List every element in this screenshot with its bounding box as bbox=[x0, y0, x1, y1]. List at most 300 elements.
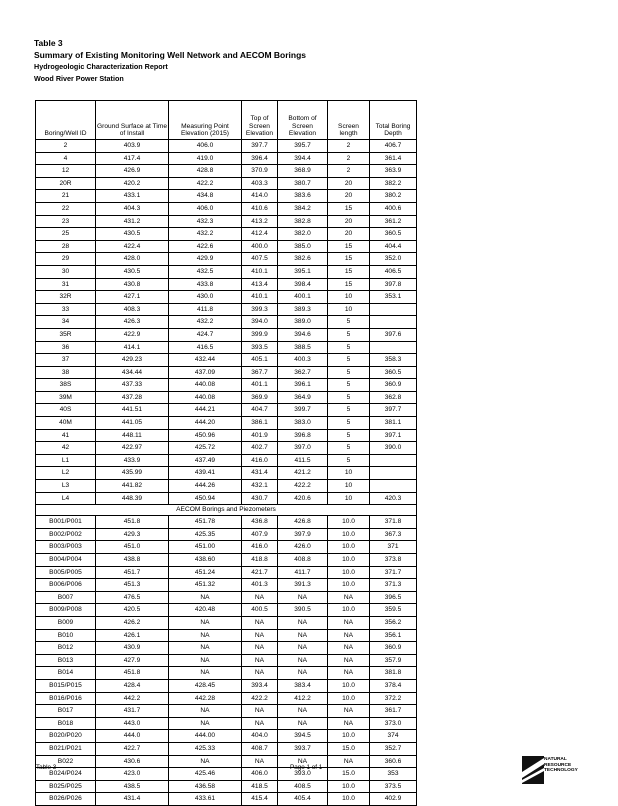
cell-boring-depth: 371.8 bbox=[370, 516, 417, 529]
cell-ground-surface: 404.3 bbox=[96, 202, 169, 215]
cell-top-screen: 418.8 bbox=[242, 554, 278, 567]
aecom-section-title: AECOM Borings and Piezometers bbox=[36, 505, 417, 516]
cell-measuring-point: 406.0 bbox=[169, 140, 242, 153]
cell-well-id: 36 bbox=[36, 341, 96, 354]
cell-screen-length: 10.0 bbox=[328, 780, 370, 793]
cell-top-screen: 405.1 bbox=[242, 354, 278, 367]
cell-measuring-point: 432.3 bbox=[169, 215, 242, 228]
cell-boring-depth: 361.4 bbox=[370, 152, 417, 165]
cell-measuring-point: NA bbox=[169, 705, 242, 718]
cell-bottom-screen: 393.0 bbox=[278, 768, 328, 781]
table-row bbox=[36, 328, 417, 341]
cell-measuring-point: 451.00 bbox=[169, 541, 242, 554]
cell-measuring-point: 416.5 bbox=[169, 341, 242, 354]
cell-boring-depth: 352.0 bbox=[370, 253, 417, 266]
cell-top-screen: NA bbox=[242, 667, 278, 680]
cell-measuring-point: 429.9 bbox=[169, 253, 242, 266]
cell-boring-depth: 372.2 bbox=[370, 692, 417, 705]
cell-top-screen: 410.1 bbox=[242, 291, 278, 304]
cell-boring-depth bbox=[370, 480, 417, 493]
cell-top-screen: 430.7 bbox=[242, 492, 278, 505]
cell-measuring-point: 436.58 bbox=[169, 780, 242, 793]
table-row bbox=[36, 480, 417, 493]
cell-ground-surface: 431.7 bbox=[96, 705, 169, 718]
table-row bbox=[36, 417, 417, 430]
cell-bottom-screen: 411.5 bbox=[278, 454, 328, 467]
cell-bottom-screen: 394.4 bbox=[278, 152, 328, 165]
cell-ground-surface: 422.97 bbox=[96, 442, 169, 455]
cell-measuring-point: 422.2 bbox=[169, 177, 242, 190]
cell-well-id: 28 bbox=[36, 240, 96, 253]
cell-top-screen: 400.0 bbox=[242, 240, 278, 253]
cell-bottom-screen: NA bbox=[278, 705, 328, 718]
cell-screen-length: 5 bbox=[328, 442, 370, 455]
cell-top-screen: 408.7 bbox=[242, 742, 278, 755]
cell-boring-depth: 371.3 bbox=[370, 579, 417, 592]
cell-bottom-screen: 395.7 bbox=[278, 140, 328, 153]
cell-measuring-point: 432.2 bbox=[169, 316, 242, 329]
cell-bottom-screen: 397.9 bbox=[278, 528, 328, 541]
cell-screen-length: 2 bbox=[328, 140, 370, 153]
cell-boring-depth: 373.8 bbox=[370, 554, 417, 567]
cell-top-screen: 397.7 bbox=[242, 140, 278, 153]
table-row bbox=[36, 391, 417, 404]
cell-screen-length: 10.0 bbox=[328, 579, 370, 592]
table-row bbox=[36, 730, 417, 743]
cell-screen-length: 2 bbox=[328, 152, 370, 165]
cell-bottom-screen: 399.7 bbox=[278, 404, 328, 417]
cell-ground-surface: 431.4 bbox=[96, 793, 169, 806]
cell-measuring-point: 406.0 bbox=[169, 202, 242, 215]
cell-boring-depth: 360.9 bbox=[370, 642, 417, 655]
table-row bbox=[36, 717, 417, 730]
cell-measuring-point: 444.26 bbox=[169, 480, 242, 493]
cell-boring-depth bbox=[370, 454, 417, 467]
cell-top-screen: 370.9 bbox=[242, 165, 278, 178]
cell-ground-surface: 451.8 bbox=[96, 667, 169, 680]
cell-boring-depth: 406.7 bbox=[370, 140, 417, 153]
cell-screen-length: 5 bbox=[328, 341, 370, 354]
cell-well-id: 39M bbox=[36, 391, 96, 404]
cell-boring-depth: 396.5 bbox=[370, 591, 417, 604]
cell-boring-depth: 353.1 bbox=[370, 291, 417, 304]
cell-top-screen: 436.8 bbox=[242, 516, 278, 529]
cell-top-screen: 399.3 bbox=[242, 303, 278, 316]
cell-screen-length: 5 bbox=[328, 429, 370, 442]
cell-boring-depth: 404.4 bbox=[370, 240, 417, 253]
table-row bbox=[36, 354, 417, 367]
table-row bbox=[36, 705, 417, 718]
cell-well-id: B024/P024 bbox=[36, 768, 96, 781]
cell-measuring-point: 419.0 bbox=[169, 152, 242, 165]
cell-bottom-screen: 388.5 bbox=[278, 341, 328, 354]
cell-screen-length: 10.0 bbox=[328, 566, 370, 579]
cell-ground-surface: 441.82 bbox=[96, 480, 169, 493]
cell-screen-length: NA bbox=[328, 705, 370, 718]
cell-boring-depth: 373.5 bbox=[370, 780, 417, 793]
cell-boring-depth: 397.1 bbox=[370, 429, 417, 442]
cell-ground-surface: 448.39 bbox=[96, 492, 169, 505]
cell-ground-surface: 420.2 bbox=[96, 177, 169, 190]
cell-boring-depth: 361.2 bbox=[370, 215, 417, 228]
cell-well-id: 23 bbox=[36, 215, 96, 228]
cell-top-screen: 416.0 bbox=[242, 541, 278, 554]
cell-bottom-screen: 382.0 bbox=[278, 228, 328, 241]
cell-screen-length: 2 bbox=[328, 165, 370, 178]
cell-measuring-point: 428.45 bbox=[169, 679, 242, 692]
cell-bottom-screen: 397.0 bbox=[278, 442, 328, 455]
cell-screen-length: NA bbox=[328, 642, 370, 655]
table-row bbox=[36, 240, 417, 253]
cell-top-screen: 407.5 bbox=[242, 253, 278, 266]
cell-top-screen: 403.3 bbox=[242, 177, 278, 190]
cell-top-screen: 416.0 bbox=[242, 454, 278, 467]
cell-ground-surface: 423.0 bbox=[96, 768, 169, 781]
cell-well-id: 42 bbox=[36, 442, 96, 455]
cell-screen-length: NA bbox=[328, 616, 370, 629]
cell-measuring-point: 440.08 bbox=[169, 391, 242, 404]
cell-ground-surface: 434.44 bbox=[96, 366, 169, 379]
cell-screen-length: 10.0 bbox=[328, 679, 370, 692]
table-row bbox=[36, 316, 417, 329]
cell-boring-depth: 360.5 bbox=[370, 366, 417, 379]
cell-boring-depth: 406.5 bbox=[370, 265, 417, 278]
cell-measuring-point: 451.32 bbox=[169, 579, 242, 592]
cell-well-id: B026/P026 bbox=[36, 793, 96, 806]
cell-bottom-screen: 396.1 bbox=[278, 379, 328, 392]
cell-well-id: 37 bbox=[36, 354, 96, 367]
cell-top-screen: 410.6 bbox=[242, 202, 278, 215]
table-row bbox=[36, 253, 417, 266]
cell-screen-length: 10 bbox=[328, 467, 370, 480]
cell-ground-surface: 417.4 bbox=[96, 152, 169, 165]
cell-well-id: 32R bbox=[36, 291, 96, 304]
table-row bbox=[36, 228, 417, 241]
cell-ground-surface: 476.5 bbox=[96, 591, 169, 604]
cell-well-id: L2 bbox=[36, 467, 96, 480]
cell-bottom-screen: 400.1 bbox=[278, 291, 328, 304]
cell-screen-length: 10.0 bbox=[328, 730, 370, 743]
table-row bbox=[36, 140, 417, 153]
cell-boring-depth: 360.5 bbox=[370, 228, 417, 241]
cell-top-screen: 412.4 bbox=[242, 228, 278, 241]
cell-screen-length: 5 bbox=[328, 454, 370, 467]
cell-bottom-screen: 394.5 bbox=[278, 730, 328, 743]
cell-ground-surface: 438.8 bbox=[96, 554, 169, 567]
cell-ground-surface: 427.1 bbox=[96, 291, 169, 304]
cell-ground-surface: 422.7 bbox=[96, 742, 169, 755]
cell-ground-surface: 430.5 bbox=[96, 265, 169, 278]
cell-bottom-screen: 411.7 bbox=[278, 566, 328, 579]
cell-well-id: B014 bbox=[36, 667, 96, 680]
cell-measuring-point: NA bbox=[169, 642, 242, 655]
cell-ground-surface: 441.51 bbox=[96, 404, 169, 417]
cell-top-screen: 396.4 bbox=[242, 152, 278, 165]
cell-well-id: 29 bbox=[36, 253, 96, 266]
table-row bbox=[36, 629, 417, 642]
cell-screen-length: 10.0 bbox=[328, 692, 370, 705]
cell-top-screen: 399.9 bbox=[242, 328, 278, 341]
cell-boring-depth: 397.6 bbox=[370, 328, 417, 341]
cell-top-screen: 400.5 bbox=[242, 604, 278, 617]
cell-bottom-screen: NA bbox=[278, 717, 328, 730]
cell-screen-length: 15 bbox=[328, 278, 370, 291]
site-name: Wood River Power Station bbox=[34, 73, 124, 83]
cell-screen-length: 10.0 bbox=[328, 604, 370, 617]
cell-measuring-point: 420.48 bbox=[169, 604, 242, 617]
cell-bottom-screen: 398.4 bbox=[278, 278, 328, 291]
cell-screen-length: 10 bbox=[328, 480, 370, 493]
cell-bottom-screen: NA bbox=[278, 667, 328, 680]
cell-measuring-point: 434.8 bbox=[169, 190, 242, 203]
cell-bottom-screen: 383.0 bbox=[278, 417, 328, 430]
table-row bbox=[36, 742, 417, 755]
cell-top-screen: 413.4 bbox=[242, 278, 278, 291]
cell-ground-surface: 429.3 bbox=[96, 528, 169, 541]
table-row bbox=[36, 492, 417, 505]
cell-top-screen: NA bbox=[242, 755, 278, 768]
cell-measuring-point: 438.60 bbox=[169, 554, 242, 567]
well-summary-table bbox=[35, 100, 417, 806]
cell-ground-surface: 429.23 bbox=[96, 354, 169, 367]
cell-boring-depth: 397.8 bbox=[370, 278, 417, 291]
table-row bbox=[36, 341, 417, 354]
cell-screen-length: NA bbox=[328, 591, 370, 604]
cell-bottom-screen: 383.6 bbox=[278, 190, 328, 203]
cell-measuring-point: 432.2 bbox=[169, 228, 242, 241]
cell-ground-surface: 430.8 bbox=[96, 278, 169, 291]
table-row bbox=[36, 541, 417, 554]
cell-ground-surface: 422.9 bbox=[96, 328, 169, 341]
cell-measuring-point: 437.49 bbox=[169, 454, 242, 467]
cell-screen-length: 5 bbox=[328, 354, 370, 367]
cell-screen-length: 5 bbox=[328, 417, 370, 430]
column-header-row bbox=[36, 101, 417, 140]
cell-screen-length: 15.0 bbox=[328, 768, 370, 781]
cell-screen-length: NA bbox=[328, 667, 370, 680]
cell-well-id: B006/P006 bbox=[36, 579, 96, 592]
cell-well-id: B012 bbox=[36, 642, 96, 655]
cell-ground-surface: 435.99 bbox=[96, 467, 169, 480]
cell-well-id: L4 bbox=[36, 492, 96, 505]
cell-boring-depth: 374 bbox=[370, 730, 417, 743]
cell-measuring-point: NA bbox=[169, 616, 242, 629]
cell-ground-surface: 408.3 bbox=[96, 303, 169, 316]
cell-measuring-point: 437.09 bbox=[169, 366, 242, 379]
cell-top-screen: 431.4 bbox=[242, 467, 278, 480]
table-row bbox=[36, 528, 417, 541]
table-row bbox=[36, 291, 417, 304]
cell-screen-length: 15 bbox=[328, 253, 370, 266]
cell-boring-depth bbox=[370, 341, 417, 354]
cell-bottom-screen: NA bbox=[278, 654, 328, 667]
cell-well-id: 12 bbox=[36, 165, 96, 178]
cell-bottom-screen: 422.2 bbox=[278, 480, 328, 493]
cell-measuring-point: 430.0 bbox=[169, 291, 242, 304]
cell-well-id: B009 bbox=[36, 616, 96, 629]
logo-wordmark: NATURAL RESOURCE TECHNOLOGY bbox=[544, 757, 578, 774]
cell-boring-depth: 371.7 bbox=[370, 566, 417, 579]
cell-well-id: 38 bbox=[36, 366, 96, 379]
cell-boring-depth bbox=[370, 303, 417, 316]
aecom-section bbox=[36, 505, 417, 516]
cell-measuring-point: NA bbox=[169, 629, 242, 642]
table-row bbox=[36, 165, 417, 178]
cell-ground-surface: 451.8 bbox=[96, 516, 169, 529]
cell-boring-depth: 358.3 bbox=[370, 354, 417, 367]
footer-left: Table 3 bbox=[36, 764, 57, 771]
cell-screen-length: 5 bbox=[328, 316, 370, 329]
cell-measuring-point: NA bbox=[169, 591, 242, 604]
cell-measuring-point: 425.35 bbox=[169, 528, 242, 541]
cell-bottom-screen: 426.8 bbox=[278, 516, 328, 529]
cell-bottom-screen: 382.6 bbox=[278, 253, 328, 266]
table-row bbox=[36, 667, 417, 680]
table-row bbox=[36, 780, 417, 793]
cell-ground-surface: 403.9 bbox=[96, 140, 169, 153]
cell-well-id: 38S bbox=[36, 379, 96, 392]
cell-measuring-point: 440.08 bbox=[169, 379, 242, 392]
cell-measuring-point: 451.24 bbox=[169, 566, 242, 579]
cell-screen-length: 20 bbox=[328, 215, 370, 228]
table-row bbox=[36, 379, 417, 392]
cell-boring-depth: 382.2 bbox=[370, 177, 417, 190]
col-header-boring-well-id: Boring/Well ID bbox=[36, 101, 96, 140]
logo-mark-icon bbox=[522, 756, 544, 784]
aecom-borings-body bbox=[36, 516, 417, 806]
cell-boring-depth: 402.9 bbox=[370, 793, 417, 806]
cell-top-screen: 393.4 bbox=[242, 679, 278, 692]
cell-ground-surface: 451.0 bbox=[96, 541, 169, 554]
table-row bbox=[36, 215, 417, 228]
table-row bbox=[36, 516, 417, 529]
cell-well-id: B015/P015 bbox=[36, 679, 96, 692]
table-row bbox=[36, 265, 417, 278]
col-header-total-boring-depth: Total Boring Depth bbox=[370, 101, 417, 140]
cell-top-screen: 401.3 bbox=[242, 579, 278, 592]
cell-measuring-point: 425.46 bbox=[169, 768, 242, 781]
cell-bottom-screen: 383.4 bbox=[278, 679, 328, 692]
cell-boring-depth: 381.8 bbox=[370, 667, 417, 680]
cell-boring-depth: 356.1 bbox=[370, 629, 417, 642]
company-logo bbox=[522, 750, 612, 790]
cell-top-screen: 414.0 bbox=[242, 190, 278, 203]
cell-ground-surface: 426.1 bbox=[96, 629, 169, 642]
cell-well-id: B020/P020 bbox=[36, 730, 96, 743]
cell-measuring-point: 451.78 bbox=[169, 516, 242, 529]
cell-bottom-screen: 380.7 bbox=[278, 177, 328, 190]
cell-well-id: B021/P021 bbox=[36, 742, 96, 755]
cell-screen-length: 5 bbox=[328, 404, 370, 417]
cell-ground-surface: 433.9 bbox=[96, 454, 169, 467]
cell-bottom-screen: 382.8 bbox=[278, 215, 328, 228]
cell-screen-length: 10 bbox=[328, 291, 370, 304]
cell-ground-surface: 437.28 bbox=[96, 391, 169, 404]
cell-boring-depth: 359.5 bbox=[370, 604, 417, 617]
table-row bbox=[36, 442, 417, 455]
cell-top-screen: 422.2 bbox=[242, 692, 278, 705]
cell-boring-depth: 363.9 bbox=[370, 165, 417, 178]
cell-ground-surface: 426.2 bbox=[96, 616, 169, 629]
table-row bbox=[36, 404, 417, 417]
cell-screen-length: NA bbox=[328, 717, 370, 730]
table-row bbox=[36, 579, 417, 592]
cell-top-screen: 401.9 bbox=[242, 429, 278, 442]
cell-boring-depth: 357.9 bbox=[370, 654, 417, 667]
cell-ground-surface: 442.2 bbox=[96, 692, 169, 705]
cell-well-id: 21 bbox=[36, 190, 96, 203]
col-header-top-of-screen: Top of Screen Elevation bbox=[242, 101, 278, 140]
cell-ground-surface: 431.2 bbox=[96, 215, 169, 228]
cell-screen-length: NA bbox=[328, 629, 370, 642]
cell-boring-depth: 353 bbox=[370, 768, 417, 781]
cell-well-id: B004/P004 bbox=[36, 554, 96, 567]
cell-ground-surface: 422.4 bbox=[96, 240, 169, 253]
existing-wells-body bbox=[36, 140, 417, 505]
cell-top-screen: 402.7 bbox=[242, 442, 278, 455]
cell-screen-length: 15 bbox=[328, 240, 370, 253]
cell-well-id: 35R bbox=[36, 328, 96, 341]
cell-ground-surface: 430.9 bbox=[96, 642, 169, 655]
cell-measuring-point: 444.21 bbox=[169, 404, 242, 417]
cell-well-id: 22 bbox=[36, 202, 96, 215]
col-header-bottom-of-screen: Bottom of Screen Elevation bbox=[278, 101, 328, 140]
cell-boring-depth: 367.3 bbox=[370, 528, 417, 541]
cell-screen-length: NA bbox=[328, 654, 370, 667]
cell-screen-length: 10 bbox=[328, 303, 370, 316]
cell-well-id: B010 bbox=[36, 629, 96, 642]
cell-bottom-screen: NA bbox=[278, 642, 328, 655]
cell-screen-length: 10.0 bbox=[328, 554, 370, 567]
cell-top-screen: 407.9 bbox=[242, 528, 278, 541]
cell-measuring-point: NA bbox=[169, 667, 242, 680]
cell-bottom-screen: 364.9 bbox=[278, 391, 328, 404]
cell-ground-surface: 426.9 bbox=[96, 165, 169, 178]
cell-measuring-point: 439.41 bbox=[169, 467, 242, 480]
cell-well-id: L1 bbox=[36, 454, 96, 467]
table-row bbox=[36, 616, 417, 629]
cell-measuring-point: 433.8 bbox=[169, 278, 242, 291]
cell-boring-depth: 378.4 bbox=[370, 679, 417, 692]
cell-top-screen: 432.1 bbox=[242, 480, 278, 493]
section-header-row bbox=[36, 505, 417, 516]
table-title: Summary of Existing Monitoring Well Network and AECOM Borings bbox=[34, 49, 307, 60]
cell-top-screen: 421.7 bbox=[242, 566, 278, 579]
cell-boring-depth: 380.2 bbox=[370, 190, 417, 203]
cell-boring-depth: 352.7 bbox=[370, 742, 417, 755]
table-row bbox=[36, 692, 417, 705]
cell-measuring-point: 422.6 bbox=[169, 240, 242, 253]
cell-measuring-point: NA bbox=[169, 654, 242, 667]
cell-bottom-screen: 390.5 bbox=[278, 604, 328, 617]
cell-top-screen: 413.2 bbox=[242, 215, 278, 228]
table-row bbox=[36, 604, 417, 617]
table-row bbox=[36, 566, 417, 579]
cell-bottom-screen: NA bbox=[278, 616, 328, 629]
table-row bbox=[36, 152, 417, 165]
table-row bbox=[36, 768, 417, 781]
cell-well-id: B022 bbox=[36, 755, 96, 768]
cell-top-screen: NA bbox=[242, 705, 278, 718]
cell-ground-surface: 428.4 bbox=[96, 679, 169, 692]
cell-ground-surface: 414.1 bbox=[96, 341, 169, 354]
cell-top-screen: 386.1 bbox=[242, 417, 278, 430]
cell-top-screen: NA bbox=[242, 616, 278, 629]
cell-measuring-point: 425.72 bbox=[169, 442, 242, 455]
cell-well-id: 20R bbox=[36, 177, 96, 190]
col-header-ground-surface: Ground Surface at Time of Install bbox=[96, 101, 169, 140]
cell-ground-surface: 444.0 bbox=[96, 730, 169, 743]
